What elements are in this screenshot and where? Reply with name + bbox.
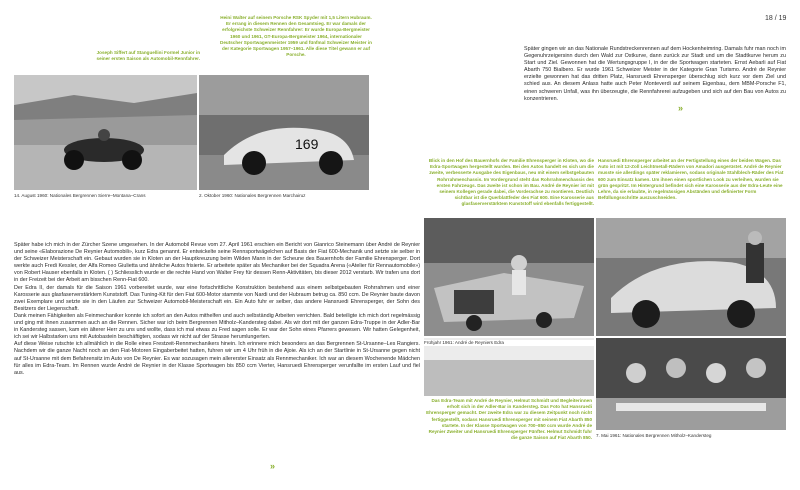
photo-marchairuz <box>199 75 369 190</box>
caption-photo1: 14. August 1960: Nationales Bergrennen Sierre–Montana–Crans <box>14 193 146 198</box>
paragraph-hockenheim: Später gingen wir an das Nationale Rundstreckenrennen auf dem Hockenheimring. Damals fuhr man noch im Gegenuhrzeigersinn durch den Wald zur Ostkurve, dann zurück zur Stadt und um die Stadtkurve herum zu Start und Ziel. Gewonnen hat die Wertungsgruppe I, in der die Sportwagen starteten. Ernst Aebarli auf Fiat Abarth 750 Bialbero. Er wurde 1961 Schweizer Meister in der Kategorie Gran Turismo. André de Reynier erzielte gewonnen hat das dritten Platz, Hansruedi Ehrensperger überschlug sich kurz vor dem Ziel und schied aus. An diesem Anlass hatte auch Peter Monteverdi auf seinem Eigenbau, dem MBM-Porsche F1, einen schweren Unfall, was ihn überzeugte, die Rennfahrerei aufzugeben und sich auf den Bau von Autos zu konzentrieren. <box>524 46 786 102</box>
paragraph-st-ursanne: Auf diese Weise rutschte ich allmählich in die Rolle eines Frestzeit-Rennmechanikers hinein. Ich erinnere mich besonders an das Bergrennen St-Ursanne–Les Rangiers. Nachdem wir die ganze Nacht noch an den Fiat-Motoren Eingaberbeitet hatten, fuhren wir um 4 Uhr früh in die Ajoie. Als ich an der Startlinie in St-Ursanne gegen nicht auf St-Ursanne mit dem Befahrensitz im Auto von De Reynier. Es war sozusagen mein allererster Einsatz als Rennmechaniker. Ich war an diesem Wochenende Mädchen für alles im Edra-Team. Im Rennen wurde André de Reynier in der Klasse Sportwagen bis 850 ccm Vierter, Hansruedi Ehrensperger verunfallte im ersten Lauf und fiel aus. <box>14 341 420 376</box>
photo-edra-garage <box>424 218 594 336</box>
paragraph-zuercher-szene: Später habe ich mich in der Zürcher Szene umgesehen. In der Automobil Revue vom 27. April 1961 erschien ein Bericht von Gianrico Steinemann über André de Reynier und seine «Elaborazione De Reynier Automobili», kurz Edra genannt. Er entwickelte seine Rennsportwägelchen auf Basis der Fiat 600-Mechanik und setzte sie selber in der Schweizer Meisterschaft ein. Gebaut wurden sie in Kloten an der Hauptkreuzung beim Wilden Mann in der Scheune des Bauernhofs der Familie Ehrensperger. Dort werkte auch Fredi Kessler, der Alfa Romeo Giulietta und ähnliche Autos frisierte. Er arbeitete später als Mechaniker bei der Squadra Arena («Atelier für Rennautomobile») von Robert Hauser ebenfalls in Kloten. ( ) Schliesslich wurde er die rechte Hand von Walter Frey für dessen Renn-Aktivitäten, bis dieser 2012 verstarb. Wir trafen uns dort in der Freizeit bei der Arbeit am bisschen Renn-Fiat 600. <box>14 242 420 284</box>
page-number: 18 / 19 <box>765 15 787 22</box>
caption-heini-walter: Heini Walter auf seinem Porsche RSK Spyder mit 1,5 Litern Hubraum. Er errang in diesem Rennen den Gesamtsieg. Er war damals der erfolgreichste Schweizer Rennfahrer: Er wurde Europa-Bergmeister 1960 und 1961, GT-Europa-Bergmeister 1964, internationaler Deutscher Sportwagenmeister 1959 und fünfmal Schweizer Meister in der Kategorie Sportwagen 1957–1961. Alle diese Titel gewann er auf Porsche. <box>220 15 372 58</box>
photo-hansruedi-car <box>596 218 786 336</box>
photo-hansruedi-car-image <box>596 218 786 336</box>
caption-edra-team: Das Edra-Team mit André de Reynier, Helmut Schmidt und Begleiterinnen erholt sich in der Adler-Bar in Kandersteg. Das Foto hat Hansruedi Ehrensperger gemacht. Der zweite Edra war zu diesem Zeitpunkt noch nicht fertiggestellt, sodass Hansruedi Ehrensperger mit seinem Fiat Abarth 850 startete. In der Klasse Sportwagen von 700–850 ccm wurde André de Reynier Zweiter und Hansruedi Ehrensperger Fünfter. Helmut Schmidt fuhr die ganze Saison auf Fiat Abarth 850. <box>426 398 592 441</box>
paragraph-edra-ii: Der Edra II, der damals für die Saison 1961 vorbereitet wurde, war eine fortschrittliche Konstruktion bestehend aus einem selbstgebauten Rohrrahmen und einer Karosserie aus glasfaserverstärktem Kunststoff. Das Tuning-Kit für den Fiat 600-Motor stammte von Nardi und der Hubraum betrug ca. 850 ccm. De Reynier baute davon zwei Exemplare und setzte sie in den Läufen zur Schweizer Automobil-Meisterschaft ein. Ein Auto fuhr er selber, das andere Hansruedi Ehrensperger, der Sohn des Besitzers der Liegenschaft. <box>14 284 420 312</box>
paragraph-feinmechaniker: Dank meinen Fähigkeiten als Feinmechaniker konnte ich sofort an den Autos mithelfen und auch selbständig Arbeiten verrichten. Bald beteiligte ich mich dort regelmässig und ging mit ihnen zusammen auch an die Rennen. Sicher war ich beim Bergrennen Mitholz–Kandersteg dabei. Als wir dort mit der ganzen Edra-Truppe in der Adler-Bar in Kandersteg sassen, kam ein älterer Herr zu uns und wollte, dass ich mal etwas zu Fred sagen solle. Er war der Sohn eines Pfarrers gewesen. Wir hatten Gelegenheit, ich sei wir Halbstarken uns mit Autobastein beschäftigten, sodass wir nicht auf der Strasse herumlungerten. <box>14 312 420 341</box>
photo-edra-garage-image <box>424 218 594 336</box>
caption-mai-1961: 7. Mai 1961: Nationales Bergrennen Mitholz–Kandersteg <box>596 433 712 438</box>
photo-sierre-montana-image <box>14 75 197 190</box>
chevron-double-right-icon: » <box>678 103 684 113</box>
svg-text:169: 169 <box>295 136 319 152</box>
photo-marchairuz-image <box>199 75 369 190</box>
photo-adler-bar-image <box>596 338 786 430</box>
photo-fruehjahr-1961 <box>424 338 594 396</box>
caption-hansruedi: Hansruedi Ehrensperger arbeitet an der Fertigstellung eines der beiden Wagen. Das Auto ist mit 12-Zoll Leichtmetall-Rädern von Amadori ausgerüstet. André de Reynier musste sie allerdings später reklamieren, sodass originale Stahlblech-Räder des Fiat 600 zum Einsatz kamen. Um ihnen einen sportlichen Look zu verleihen, wurden sie grün gespritzt. Im Hintergrund befindet sich eine Karosserie aus der Edra-Leute eine Lehre, da sie erlaubte, in regelmässigen Abständen und definierter Form Befüllungsschritte auszuschneiden. <box>598 158 784 201</box>
photo-fruehjahr-1961-image <box>424 338 594 396</box>
photo-sierre-montana <box>14 75 197 190</box>
caption-joseph-siffert: Joseph Siffert auf Stanguellini Formel Junior in seiner ersten Saison als Automobil-Rennfahrer. <box>96 50 200 62</box>
caption-photo2: 2. Oktober 1960: Nationales Bergrennen Marchairuz <box>199 193 306 198</box>
chevron-double-right-icon: » <box>270 461 276 471</box>
left-text-column <box>14 242 420 377</box>
caption-edra-hof: Blick in den Hof des Bauernhofs der Familie Ehrensperger in Kloten, wo die Edra-Sportwagen hergestellt wurden. Bei den Autos handelt es sich um die zweite, verbesserte Ausgabe des Eigenbaus, neu mit einem selbstgebauten Rohrrahmenchassis. Im Vordergrund steht das Rohrrahmenchassis des ersten Fahrzeugs. Das zweite ist schon im Bau. André de Reynier ist mit seinem Kollegen gerade dabei, die Vorderachse zu montieren. Deutlich sichtbar ist die Querblattfeder des Fiat 600. Eine Karosserie aus glasfaserverstärktem Kunststoff wird ebenfalls fertiggestellt. <box>428 158 594 207</box>
caption-fruehjahr: Frühjahr 1961: André de Reyniers Edra <box>424 340 594 346</box>
photo-adler-bar <box>596 338 786 430</box>
